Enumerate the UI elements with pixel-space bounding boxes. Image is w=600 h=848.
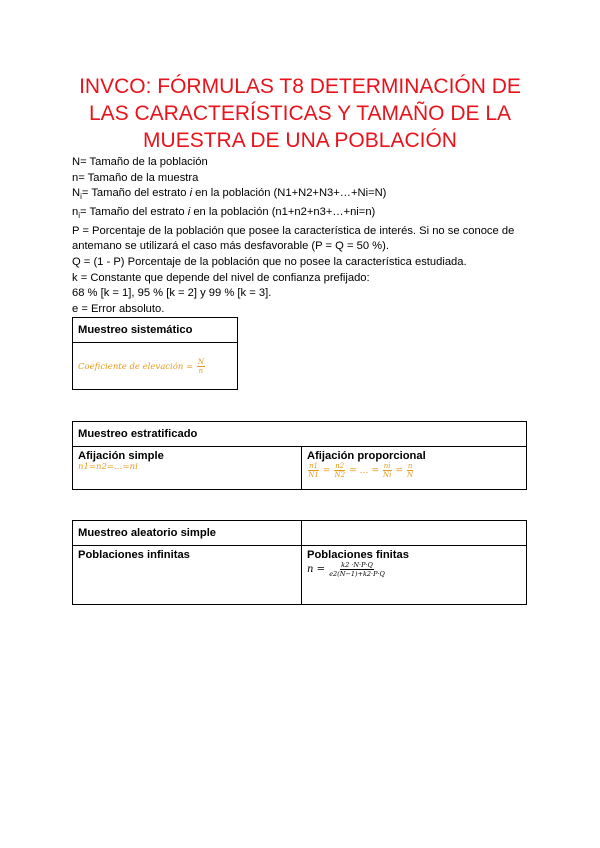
poblaciones-finitas-formula: n = $\frac{k2 \cdot N\cdot P\cdot Q}{e2(N-1)+k2\cdot P\cdot Q}$ xyxy=(307,561,385,578)
estratificado-table xyxy=(72,421,527,490)
sistematico-formula-cell xyxy=(73,343,238,390)
title-line-2: LAS CARACTERÍSTICAS Y TAMAÑO DE LA xyxy=(88,102,512,125)
definition-Q: Q = (1 - P) Porcentaje de la población que no posee la característica estudiada. xyxy=(72,256,467,269)
title-line-3: MUESTRA DE UNA POBLACIÓN xyxy=(143,129,457,152)
aleatorio-table xyxy=(72,520,527,605)
definition-N: N= Tamaño de la población xyxy=(72,156,208,168)
definition-n: n= Tamaño de la muestra xyxy=(72,171,199,184)
afijacion-simple-cell xyxy=(73,447,302,490)
definition-P-line2: antemano se utilizará el caso más desfavorable (P = Q = 50 %). xyxy=(72,240,389,253)
title-line-1: INVCO: FÓRMULAS T8 DETERMINACIÓN DE xyxy=(79,75,521,98)
aleatorio-header-empty xyxy=(302,521,527,546)
definitions-list xyxy=(72,155,542,317)
poblaciones-finitas-label: Poblaciones finitas xyxy=(307,549,409,561)
definition-k-values: 68 % [k = 1], 95 % [k = 2] y 99 % [k = 3]. xyxy=(72,287,272,300)
afijacion-simple-formula: n1=n2=…=ni xyxy=(78,462,138,472)
afijacion-proporcional-label: Afijación proporcional xyxy=(307,450,426,462)
afijacion-proporcional-formula: $\frac{n1}{N1}$ = $\frac{n2}{N2}$ = … = $\frac{ni}{Ni}$ = $\frac{n}{N}$ xyxy=(308,462,414,479)
afijacion-simple-label: Afijación simple xyxy=(78,450,164,462)
document-title xyxy=(60,73,540,154)
sistematico-header: Muestreo sistemático xyxy=(73,318,238,343)
poblaciones-finitas-cell xyxy=(302,546,527,605)
aleatorio-header: Muestreo aleatorio simple xyxy=(73,521,302,546)
sistematico-formula: Coeficiente de elevación = $\frac{N}{n}$ xyxy=(78,357,204,375)
definition-P-line1: P = Porcentaje de la población que posee la característica de interés. Si no se conoce de xyxy=(72,224,515,237)
definition-k: k = Constante que depende del nivel de confianza prefijado: xyxy=(72,271,370,284)
definition-Ni: $N_i=$ Tamaño del estrato i en la población (N1+N2+N3+…+Ni=N) xyxy=(72,187,387,202)
sistematico-table xyxy=(72,317,238,390)
estratificado-header: Muestreo estratificado xyxy=(73,422,527,447)
definition-ni: $n_i=$ Tamaño del estrato i en la población (n1+n2+n3+…+ni=n) xyxy=(72,206,376,221)
definition-e: e = Error absoluto. xyxy=(72,302,165,315)
poblaciones-infinitas-label: Poblaciones infinitas xyxy=(73,546,302,605)
afijacion-proporcional-cell xyxy=(302,447,527,490)
